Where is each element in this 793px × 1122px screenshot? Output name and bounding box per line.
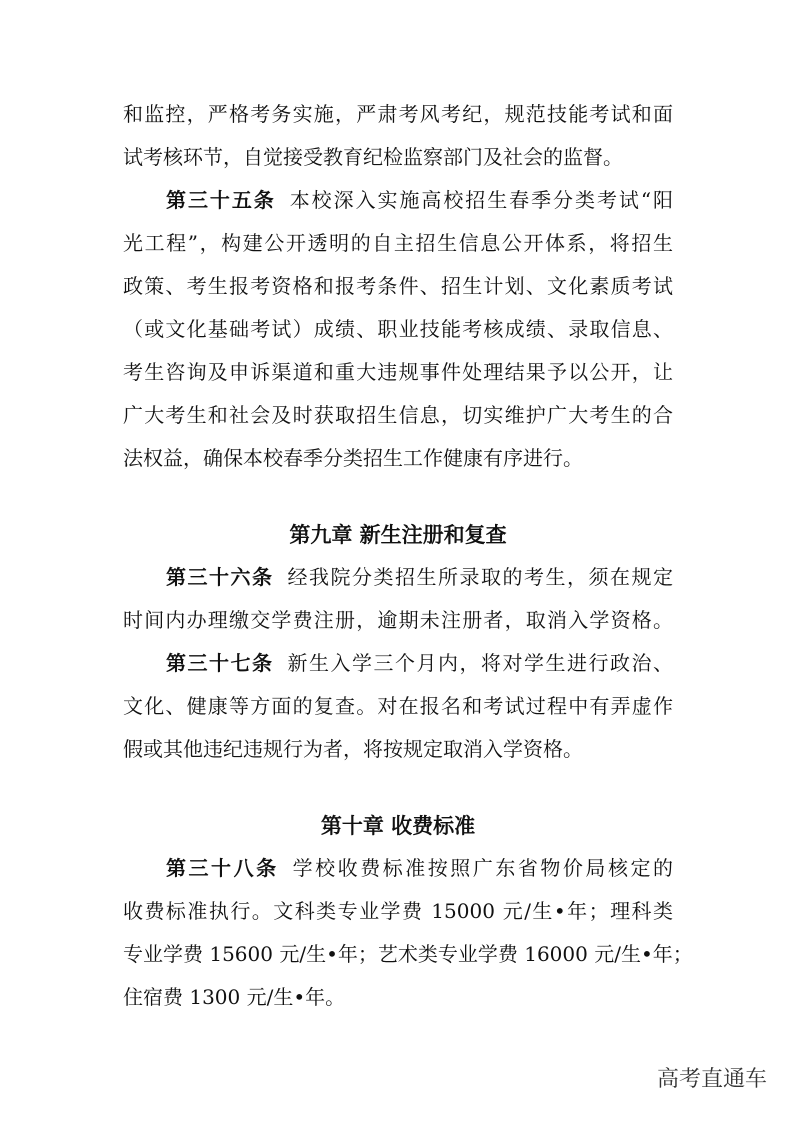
article-35-line: 光工程”，构建公开透明的自主招生信息公开体系，将招生: [123, 231, 673, 255]
article-35-text: 本校深入实施高校招生春季分类考试“阳: [289, 188, 674, 212]
article-38-line: 住宿费 1300 元/生•年。: [123, 985, 346, 1009]
article-37-line: 文化、健康等方面的复查。对在报名和考试过程中有弄虚作: [123, 694, 673, 718]
article-36-line: 时间内办理缴交学费注册，逾期未注册者，取消入学资格。: [123, 608, 673, 632]
article-38-label: 第三十八条: [166, 856, 279, 880]
article-36-first-line: [166, 565, 673, 589]
article-37-text: 新生入学三个月内，将对学生进行政治、: [287, 651, 673, 675]
article-35-line: 政策、考生报考资格和报考条件、招生计划、文化素质考试: [123, 274, 673, 298]
paragraph-line: 和监控，严格考务实施，严肃考风考纪，规范技能考试和面: [123, 102, 673, 126]
watermark-text: 高考直通车: [656, 1067, 767, 1092]
article-37-line: 假或其他违纪违规行为者，将按规定取消入学资格。: [123, 737, 583, 761]
article-35-line: （或文化基础考试）成绩、职业技能考核成绩、录取信息、: [123, 317, 673, 341]
chapter-10-heading: 第十章 收费标准: [320, 814, 476, 838]
article-36-label: 第三十六条: [166, 565, 274, 589]
paragraph-line: 试考核环节，自觉接受教育纪检监察部门及社会的监督。: [123, 145, 623, 169]
article-38-first-line: [166, 856, 673, 880]
article-38-line: 收费标准执行。文科类专业学费 15000 元/生•年；理科类: [123, 899, 673, 923]
article-37-first-line: [166, 651, 673, 675]
article-36-text: 经我院分类招生所录取的考生，须在规定: [287, 565, 673, 589]
article-37-label: 第三十七条: [166, 651, 274, 675]
article-35-label: 第三十五条: [166, 188, 276, 212]
article-35-line: 广大考生和社会及时获取招生信息，切实维护广大考生的合: [123, 403, 673, 427]
article-35-line: 法权益，确保本校春季分类招生工作健康有序进行。: [123, 446, 583, 470]
article-35-first-line: [166, 188, 673, 212]
article-38-text: 学校收费标准按照广东省物价局核定的: [292, 856, 674, 880]
chapter-9-heading: 第九章 新生注册和复查: [289, 523, 507, 547]
article-35-line: 考生咨询及申诉渠道和重大违规事件处理结果予以公开，让: [123, 360, 673, 384]
article-38-line: 专业学费 15600 元/生•年；艺术类专业学费 16000 元/生•年；: [123, 942, 693, 966]
